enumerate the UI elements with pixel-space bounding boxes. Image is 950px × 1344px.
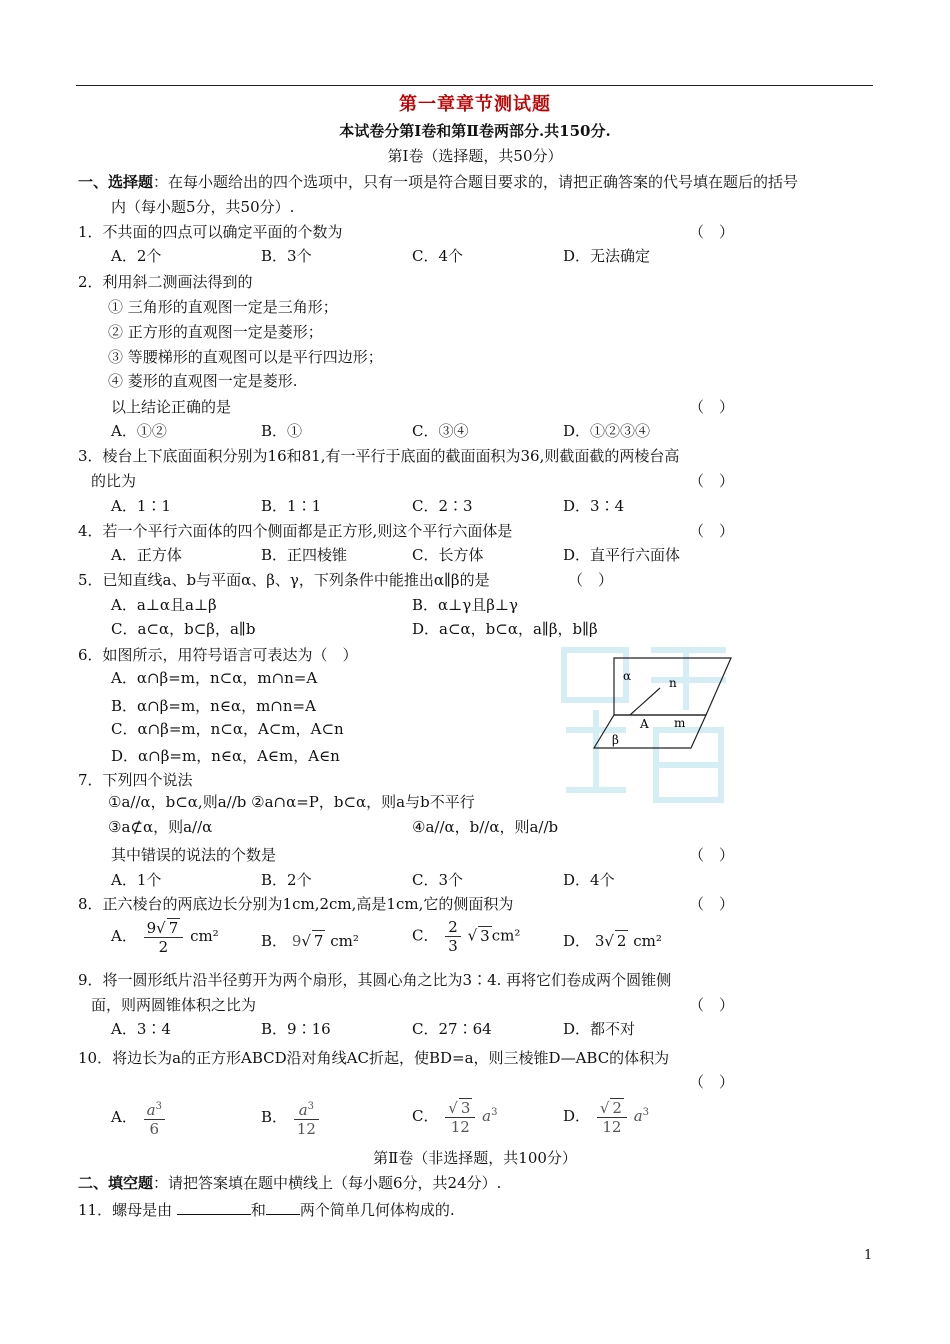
section1-instructions — [78, 172, 798, 192]
q9-option-c: C．27∶64 — [412, 1020, 492, 1038]
q10-option-d: D． $\frac{√ 2}{12}$ $a^3$ — [563, 1099, 650, 1136]
section2-label: 二、填空题 — [78, 1174, 154, 1192]
unit: cm² — [190, 927, 219, 945]
q8-option-d: D． 3√ 2 cm² — [563, 932, 662, 950]
q11-blank-2[interactable] — [266, 1198, 300, 1215]
q7-statements-1-2: ①a//α，b⊂α,则a//b ②a∩α=P，b⊂α，则a与b不平行 — [108, 793, 475, 811]
q6-option-d: D．α∩β=m，n∈α，A∈m，A∈n — [111, 747, 340, 765]
q8-option-b: B． 9√ 7 cm² — [261, 932, 359, 950]
q3-option-a: A．1∶1 — [111, 497, 171, 515]
q2-option-c: C．③④ — [412, 422, 469, 440]
label-beta: β — [612, 733, 619, 747]
q2-stem: 2．利用斜二测画法得到的 — [78, 273, 253, 291]
q9-stem-cont: 面，则两圆锥体积之比为 — [91, 996, 257, 1014]
q8-option-a — [111, 918, 219, 956]
fraction: $\frac{a^3}{12}$ — [294, 1098, 319, 1138]
q2-option-d: D．①②③④ — [563, 422, 651, 440]
q10-option-b — [261, 1098, 321, 1138]
page-title: 第一章章节测试题 — [399, 94, 551, 115]
q1-option-c: C．4个 — [412, 247, 464, 265]
q10-option-c: C． $\frac{√ 3}{12}$ $a^3$ — [412, 1099, 498, 1136]
q4-option-a: A．正方体 — [111, 546, 182, 564]
q6-option-a: A．α∩β=m，n⊂α，m∩n=A — [111, 669, 318, 687]
q8-option-c: C． $\frac{2}{3}$ √ 3 cm² — [412, 918, 521, 955]
section1-label: 一、选择题 — [78, 173, 154, 191]
section1-instructions-cont: 内（每小题5分，共50分）. — [111, 198, 295, 216]
fraction: $\frac{√ 3}{12}$ — [445, 1098, 475, 1136]
q5-option-a: A．a⊥α且a⊥β — [111, 596, 217, 614]
q7-statement-3: ③a⊄α，则a//α — [108, 818, 213, 836]
q6-option-c: C．α∩β=m，n⊂α，A⊂m，A⊂n — [111, 720, 344, 738]
q6-planes-figure — [556, 640, 736, 810]
option-label: D． — [563, 932, 591, 950]
option-label: C． — [412, 1107, 439, 1125]
q11-blank-1[interactable] — [177, 1198, 251, 1215]
q5-option-b: B．α⊥γ且β⊥γ — [412, 596, 518, 614]
fraction: $\frac{2}{3}$ — [445, 918, 461, 955]
q1-option-a: A．2个 — [111, 247, 162, 265]
q11-text-pre: 11．螺母是由 — [78, 1201, 173, 1219]
q3-option-b: B．1∶1 — [261, 497, 322, 515]
q7-question: 其中错误的说法的个数是 — [111, 846, 277, 864]
q7-stem: 7．下列四个说法 — [78, 771, 193, 789]
label-alpha: α — [623, 669, 632, 683]
q4-answer-paren: （ ） — [689, 522, 735, 540]
q8-answer-paren: （ ） — [689, 895, 735, 913]
q5-option-d: D．a⊂α，b⊂α，a∥β，b∥β — [412, 620, 598, 638]
q3-option-c: C．2∶3 — [412, 497, 473, 515]
option-label: C． — [412, 926, 439, 945]
unit: cm² — [633, 932, 662, 950]
label-n: n — [669, 676, 677, 690]
q2-option-b: B．① — [261, 422, 303, 440]
q2-statement-4: ④ 菱形的直观图一定是菱形. — [108, 372, 298, 390]
part1-heading: 第Ⅰ卷（选择题，共50分） — [387, 147, 563, 165]
q8-stem: 8．正六棱台的两底边长分别为1cm,2cm,高是1cm,它的侧面积为 — [78, 895, 514, 913]
q9-option-d: D．都不对 — [563, 1020, 636, 1038]
q7-option-a: A．1个 — [111, 871, 162, 889]
q7-option-b: B．2个 — [261, 871, 312, 889]
section1-text: ：在每小题给出的四个选项中，只有一项是符合题目要求的，请把正确答案的代号填在题后的括号 — [153, 173, 799, 191]
q11-text-mid: 和 — [250, 1201, 266, 1219]
q3-option-d: D．3∶4 — [563, 497, 625, 515]
q5-option-c: C．a⊂α，b⊂β，a∥b — [111, 620, 256, 638]
q5-answer-paren: （ ） — [568, 571, 614, 589]
q10-option-a — [111, 1098, 167, 1138]
q2-statement-1: ① 三角形的直观图一定是三角形； — [108, 298, 338, 316]
q10-answer-paren: （ ） — [689, 1073, 735, 1091]
fraction: $\frac{9√ 7}{2}$ — [144, 918, 184, 956]
q9-option-b: B．9∶16 — [261, 1020, 331, 1038]
q4-option-c: C．长方体 — [412, 546, 484, 564]
q7-option-c: C．3个 — [412, 871, 464, 889]
q2-statement-3: ③ 等腰梯形的直观图可以是平行四边形； — [108, 348, 383, 366]
section2-text: ：请把答案填在题中横线上（每小题6分，共24分）. — [153, 1174, 502, 1192]
section2-instructions — [78, 1173, 501, 1193]
q6-stem: 6．如图所示，用符号语言可表达为（ ） — [78, 646, 358, 664]
q4-stem: 4．若一个平行六面体的四个侧面都是正方形,则这个平行六面体是 — [78, 522, 513, 540]
option-label: D． — [563, 1107, 591, 1125]
q2-option-a: A．①② — [111, 422, 167, 440]
option-label: B． — [261, 932, 288, 950]
top-rule — [76, 85, 873, 86]
q7-statement-4: ④a//α，b//α，则a//b — [412, 818, 559, 836]
label-point-a: A — [640, 717, 649, 731]
part2-heading: 第Ⅱ卷（非选择题，共100分） — [373, 1149, 577, 1167]
q1-option-d: D．无法确定 — [563, 247, 651, 265]
q3-stem: 3．棱台上下底面面积分别为16和81,有一平行于底面的截面面积为36,则截面截的两棱台高 — [78, 447, 680, 465]
q3-stem-cont: 的比为 — [91, 472, 137, 490]
q7-option-d: D．4个 — [563, 871, 615, 889]
q2-question: 以上结论正确的是 — [111, 398, 232, 416]
q1-stem: 1．不共面的四点可以确定平面的个数为 — [78, 223, 343, 241]
q9-option-a: A．3∶4 — [111, 1020, 171, 1038]
fraction: $\frac{a^3}{6}$ — [144, 1098, 165, 1138]
label-m: m — [674, 716, 686, 730]
page-number: 1 — [864, 1248, 873, 1263]
fraction: $\frac{√ 2}{12}$ — [597, 1098, 627, 1136]
q3-answer-paren: （ ） — [689, 472, 735, 490]
unit: cm² — [491, 926, 521, 945]
q7-answer-paren: （ ） — [689, 846, 735, 864]
unit: cm² — [330, 932, 359, 950]
q11-text-post: 两个简单几何体构成的. — [299, 1201, 455, 1219]
q2-answer-paren: （ ） — [689, 398, 735, 416]
q4-option-d: D．直平行六面体 — [563, 546, 681, 564]
q2-statement-2: ② 正方形的直观图一定是菱形； — [108, 323, 323, 341]
option-label: B． — [261, 1108, 288, 1126]
q5-stem: 5．已知直线a、b与平面α、β、γ，下列条件中能推出α∥β的是 — [78, 571, 490, 589]
q10-stem: 10．将边长为a的正方形ABCD沿对角线AC折起，使BD=a，则三棱锥D—ABC的体积为 — [78, 1049, 670, 1067]
option-label: A． — [111, 927, 137, 945]
exam-subtitle: 本试卷分第Ⅰ卷和第Ⅱ卷两部分.共150分. — [339, 122, 611, 140]
q1-answer-paren: （ ） — [689, 223, 735, 241]
q4-option-b: B．正四棱锥 — [261, 546, 348, 564]
option-label: A． — [111, 1108, 137, 1126]
q1-option-b: B．3个 — [261, 247, 312, 265]
q6-option-b: B．α∩β=m，n∈α，m∩n=A — [111, 697, 316, 715]
q9-answer-paren: （ ） — [689, 996, 735, 1014]
q9-stem: 9．将一圆形纸片沿半径剪开为两个扇形，其圆心角之比为3∶4. 再将它们卷成两个圆锥侧 — [78, 971, 672, 989]
q11-question — [78, 1198, 455, 1220]
